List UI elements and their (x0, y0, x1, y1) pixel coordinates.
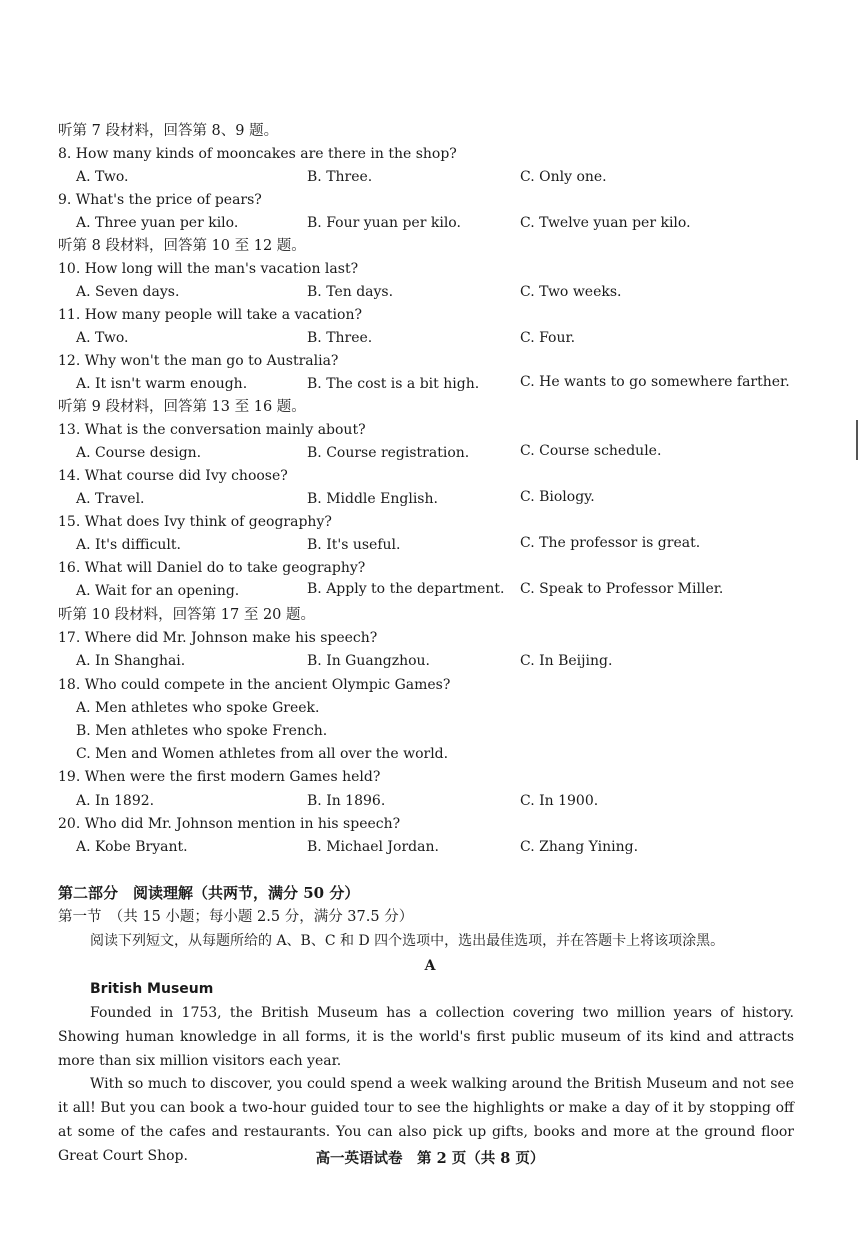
option-9b: B. Four yuan per kilo. (307, 215, 461, 231)
question-18: 18. Who could compete in the ancient Olympic Games? (58, 677, 451, 693)
part-two-title: 第二部分 阅读理解（共两节，满分 50 分） (58, 884, 360, 902)
option-10c: C. Two weeks. (520, 284, 622, 300)
question-12: 12. Why won't the man go to Australia? (58, 353, 339, 369)
option-9c: C. Twelve yuan per kilo. (520, 215, 691, 231)
option-16a: A. Wait for an opening. (76, 583, 240, 599)
option-11c: C. Four. (520, 330, 576, 346)
option-18b: B. Men athletes who spoke French. (76, 723, 328, 739)
option-20c: C. Zhang Yining. (520, 839, 639, 855)
option-19c: C. In 1900. (520, 793, 599, 809)
section-heading-8: 听第 8 段材料，回答第 10 至 12 题。 (58, 238, 306, 254)
option-17c: C. In Beijing. (520, 653, 613, 669)
option-10a: A. Seven days. (76, 284, 180, 300)
option-20b: B. Michael Jordan. (307, 839, 439, 855)
section-one-title: 第一节 （共 15 小题；每小题 2.5 分，满分 37.5 分） (58, 909, 414, 925)
question-17: 17. Where did Mr. Johnson make his speech? (58, 630, 378, 646)
option-17a: A. In Shanghai. (76, 653, 186, 669)
question-14: 14. What course did Ivy choose? (58, 468, 288, 484)
option-15b: B. It's useful. (307, 537, 401, 553)
option-16b: B. Apply to the department. (307, 581, 505, 597)
option-14c: C. Biology. (520, 489, 595, 505)
option-13a: A. Course design. (76, 445, 202, 461)
option-8a: A. Two. (76, 169, 129, 185)
section-heading-10: 听第 10 段材料，回答第 17 至 20 题。 (58, 607, 316, 623)
passage-paragraph-1: Founded in 1753, the British Museum has a collection covering two million years of history. Showing human knowledge in all forms, it is the world's first public museum of its kind and attracts more than six million visitors each year. (58, 1005, 794, 1069)
question-20: 20. Who did Mr. Johnson mention in his speech? (58, 816, 401, 832)
reading-instruction: 阅读下列短文，从每题所给的 A、B、C 和 D 四个选项中，选出最佳选项，并在答题卡上将该项涂黑。 (90, 933, 725, 949)
question-11: 11. How many people will take a vacation? (58, 307, 362, 323)
question-19: 19. When were the first modern Games held? (58, 769, 381, 785)
option-20a: A. Kobe Bryant. (76, 839, 188, 855)
option-12c: C. He wants to go somewhere farther. (520, 374, 790, 390)
option-14a: A. Travel. (76, 491, 145, 507)
section-heading-9: 听第 9 段材料，回答第 13 至 16 题。 (58, 399, 306, 415)
option-12b: B. The cost is a bit high. (307, 376, 480, 392)
option-15a: A. It's difficult. (76, 537, 181, 553)
option-8c: C. Only one. (520, 169, 607, 185)
option-19a: A. In 1892. (76, 793, 155, 809)
option-10b: B. Ten days. (307, 284, 394, 300)
page-footer: 高一英语试卷 第 2 页（共 8 页） (315, 1150, 545, 1167)
passage-title: British Museum (90, 981, 214, 997)
passage-letter: A (424, 958, 436, 974)
option-15c: C. The professor is great. (520, 535, 701, 551)
section-heading-7: 听第 7 段材料，回答第 8、9 题。 (58, 123, 279, 139)
question-13: 13. What is the conversation mainly about? (58, 422, 366, 438)
option-11a: A. Two. (76, 330, 129, 346)
passage-paragraph-2: With so much to discover, you could spend a week walking around the British Museum and not see it all! But you can book a two-hour guided tour to see the highlights or make a day of it by stopping off at some of the cafes and restaurants. You can also pick up gifts, books and more at the ground floor Great Court Shop. (58, 1076, 794, 1164)
option-18a: A. Men athletes who spoke Greek. (76, 700, 320, 716)
option-19b: B. In 1896. (307, 793, 386, 809)
option-9a: A. Three yuan per kilo. (76, 215, 239, 231)
question-8: 8. How many kinds of mooncakes are there in the shop? (58, 146, 457, 162)
option-14b: B. Middle English. (307, 491, 438, 507)
option-11b: B. Three. (307, 330, 373, 346)
question-15: 15. What does Ivy think of geography? (58, 514, 332, 530)
scan-mark (856, 420, 858, 460)
option-17b: B. In Guangzhou. (307, 653, 430, 669)
question-16: 16. What will Daniel do to take geography? (58, 560, 366, 576)
question-9: 9. What's the price of pears? (58, 192, 262, 208)
option-18c: C. Men and Women athletes from all over the world. (76, 746, 449, 762)
option-8b: B. Three. (307, 169, 373, 185)
option-16c: C. Speak to Professor Miller. (520, 581, 724, 597)
option-13c: C. Course schedule. (520, 443, 662, 459)
option-13b: B. Course registration. (307, 445, 470, 461)
question-10: 10. How long will the man's vacation last? (58, 261, 359, 277)
option-12a: A. It isn't warm enough. (76, 376, 248, 392)
